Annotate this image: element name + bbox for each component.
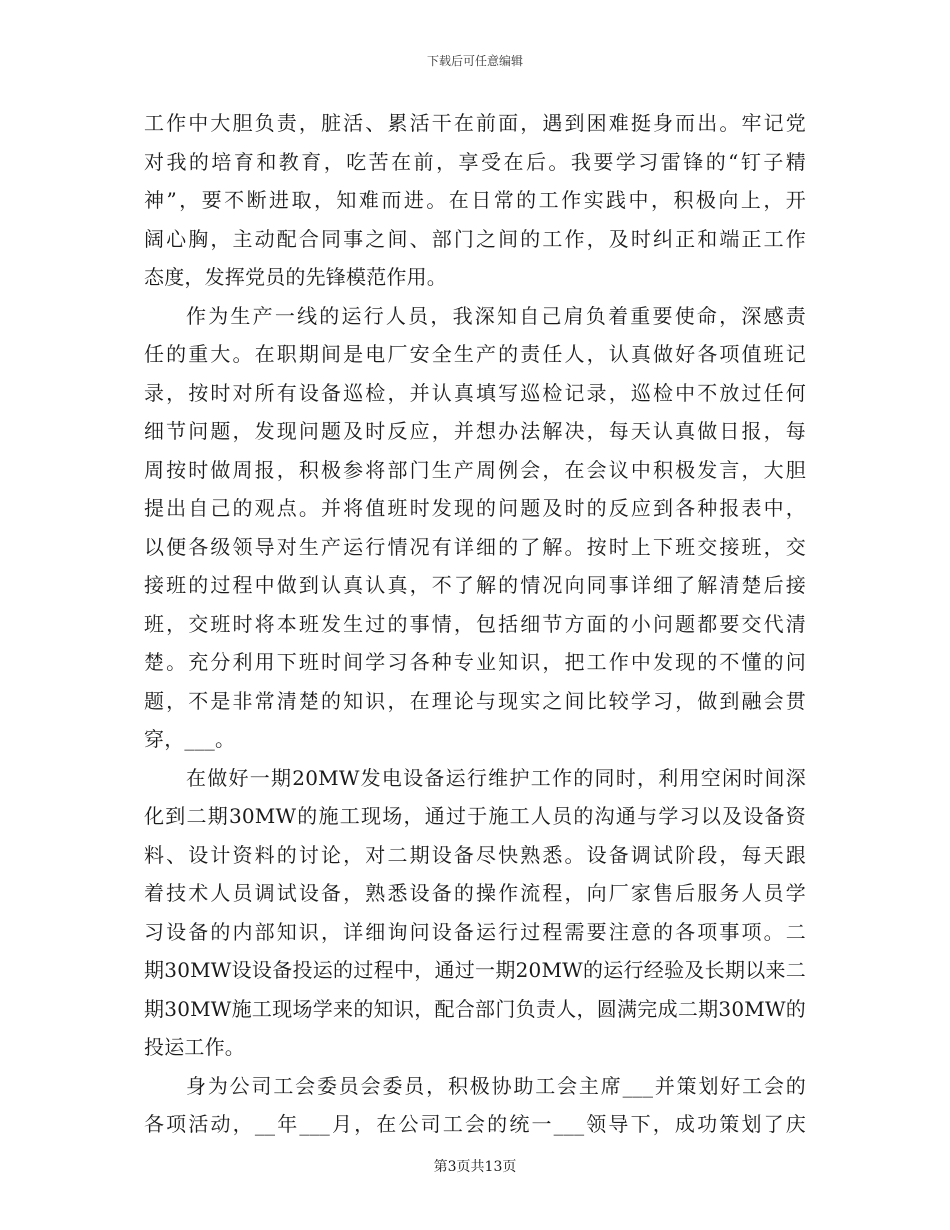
document-body [144,104,806,1144]
page-number: 第3页共13页 [433,1159,517,1175]
text-line: 习设备的内部知识，详细询问设备运行过程需要注意的各项事项。二 [144,919,806,944]
text-line: 着技术人员调试设备，熟悉设备的操作流程，向厂家售后服务人员学 [144,881,806,905]
text-line: 录，按时对所有设备巡检，并认真填写巡检记录，巡检中不放过任何 [144,380,806,405]
page-header: 下载后可任意编辑 [426,54,523,68]
text-line: 阔心胸，主动配合同事之间、部门之间的工作，及时纠正和端正工作 [144,226,806,251]
text-line: 以便各级领导对生产运行情况有详细的了解。按时上下班交接班，交 [144,534,806,559]
paragraph-first-line: 作为生产一线的运行人员，我深知自己肩负着重要使命，深感责 [186,303,806,328]
text-line: 态度，发挥党员的先锋模范作用。 [144,265,447,289]
text-line: 期30MW设设备投运的过程中，通过一期20MW的运行经验及长期以来二 [144,958,806,982]
text-line: 细节问题，发现问题及时反应，并想办法解决，每天认真做日报，每 [144,419,806,443]
text-line: 神”，要不断进取，知难而进。在日常的工作实践中，积极向上，开 [144,188,806,212]
text-line: 各项活动，__年___月，在公司工会的统一___领导下，成功策划了庆 [144,1112,806,1136]
text-line: 对我的培育和教育，吃苦在前，享受在后。我要学习雷锋的“钉子精 [144,149,806,174]
text-line: 提出自己的观点。并将值班时发现的问题及时的反应到各种报表中， [144,496,806,520]
text-line: 题，不是非常清楚的知识，在理论与现实之间比较学习，做到融会贯 [144,688,806,713]
text-line: 穿，___。 [144,727,236,751]
text-line: 班，交班时将本班发生过的事情，包括细节方面的小问题都要交代清 [144,611,806,636]
text-line: 接班的过程中做到认真认真，不了解的情况向同事详细了解清楚后接 [144,573,806,597]
text-line: 化到二期30MW的施工现场，通过于施工人员的沟通与学习以及设备资 [144,804,806,828]
text-line: 楚。充分利用下班时间学习各种专业知识，把工作中发现的不懂的问 [144,650,806,674]
paragraph-first-line: 身为公司工会委员会委员，积极协助工会主席___并策划好工会的 [186,1073,806,1098]
text-line: 工作中大胆负责，脏活、累活干在前面，遇到困难挺身而出。牢记党 [144,111,806,135]
text-line: 期30MW施工现场学来的知识，配合部门负责人，圆满完成二期30MW的 [144,996,806,1021]
text-line: 周按时做周报，积极参将部门生产周例会，在会议中积极发言，大胆 [144,457,806,482]
text-line: 投运工作。 [144,1035,245,1059]
paragraph-first-line: 在做好一期20MW发电设备运行维护工作的同时，利用空闲时间深 [186,765,806,790]
text-line: 料、设计资料的讨论，对二期设备尽快熟悉。设备调试阶段，每天跟 [144,842,806,867]
text-line: 任的重大。在职期间是电厂安全生产的责任人，认真做好各项值班记 [144,342,806,366]
